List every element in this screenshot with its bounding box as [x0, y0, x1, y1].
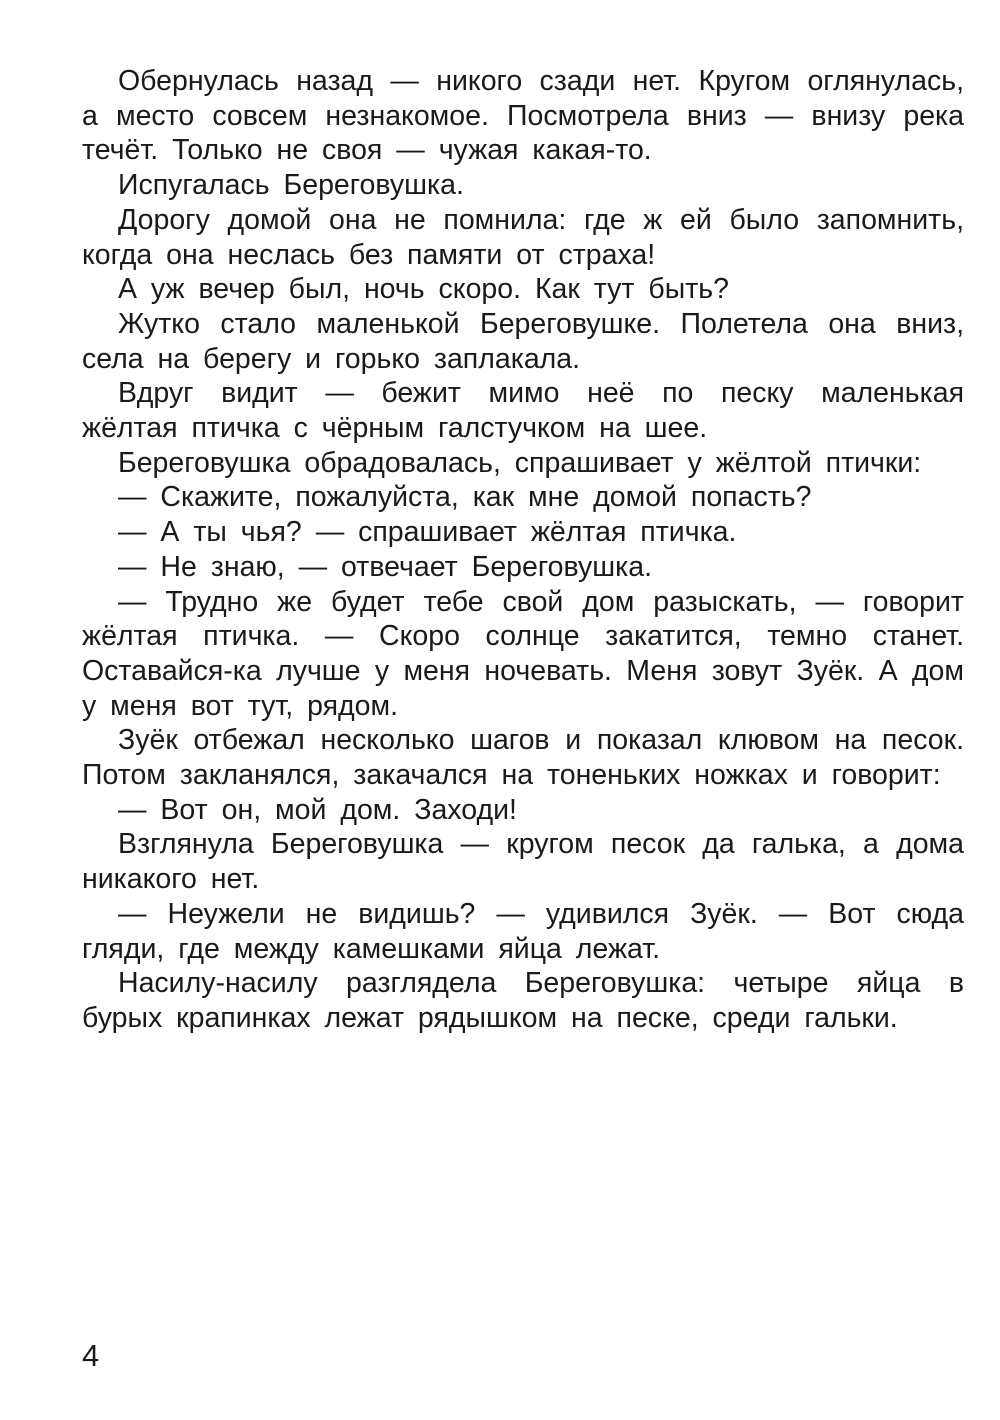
dialogue-line: — Вот он, мой дом. Заходи! [118, 793, 517, 826]
paragraph: Жутко стало маленькой Береговушке. Полетела она вниз, села на берегу и горько заплакала. [82, 307, 964, 375]
paragraph: Зуёк отбежал несколько шагов и показал клювом на песок. Потом закланялся, закачался на тоненьких ножках и говорит: [82, 724, 964, 792]
paragraph: Обернулась назад — никого сзади нет. Кругом оглянулась, а место совсем незнакомое. Посмотрела вниз — внизу река течёт. Только не своя — чужая какая-то. [82, 65, 964, 167]
paragraph: Дорогу домой она не помнила: где ж ей было запомнить, когда она неслась без памяти от страха! [82, 203, 964, 271]
paragraph: Береговушка обрадовалась, спрашивает у жёлтой птички: [118, 446, 922, 479]
paragraph: Насилу-насилу разглядела Береговушка: четыре яйца в бурых крапинках лежат рядышком на песке, среди гальки. [82, 967, 964, 1034]
paragraph: А уж вечер был, ночь скоро. Как тут быть? [118, 273, 729, 306]
paragraph: Взглянула Береговушка — кругом песок да галька, а дома никакого нет. [82, 828, 964, 896]
dialogue-line: — Скажите, пожалуйста, как мне домой попасть? [118, 481, 812, 514]
dialogue-line: — А ты чья? — спрашивает жёлтая птичка. [118, 516, 737, 549]
story-text [82, 64, 964, 1036]
dialogue-line: — Не знаю, — отвечает Береговушка. [118, 550, 652, 583]
page-number: 4 [82, 1338, 100, 1373]
dialogue-line: — Неужели не видишь? — удивился Зуёк. — Вот сюда гляди, где между камешками яйца лежат. [82, 897, 964, 965]
paragraph: Испугалась Береговушка. [118, 169, 464, 202]
paragraph: Вдруг видит — бежит мимо неё по песку маленькая жёлтая птичка с чёрным галстучком на шее. [82, 377, 964, 445]
dialogue-line: — Трудно же будет тебе свой дом разыскать, — говорит жёлтая птичка. — Скоро солнце закатится, темно станет. Оставайся-ка лучше у меня ночевать. Меня зовут Зуёк. А дом у меня вот тут, рядом. [82, 585, 964, 722]
